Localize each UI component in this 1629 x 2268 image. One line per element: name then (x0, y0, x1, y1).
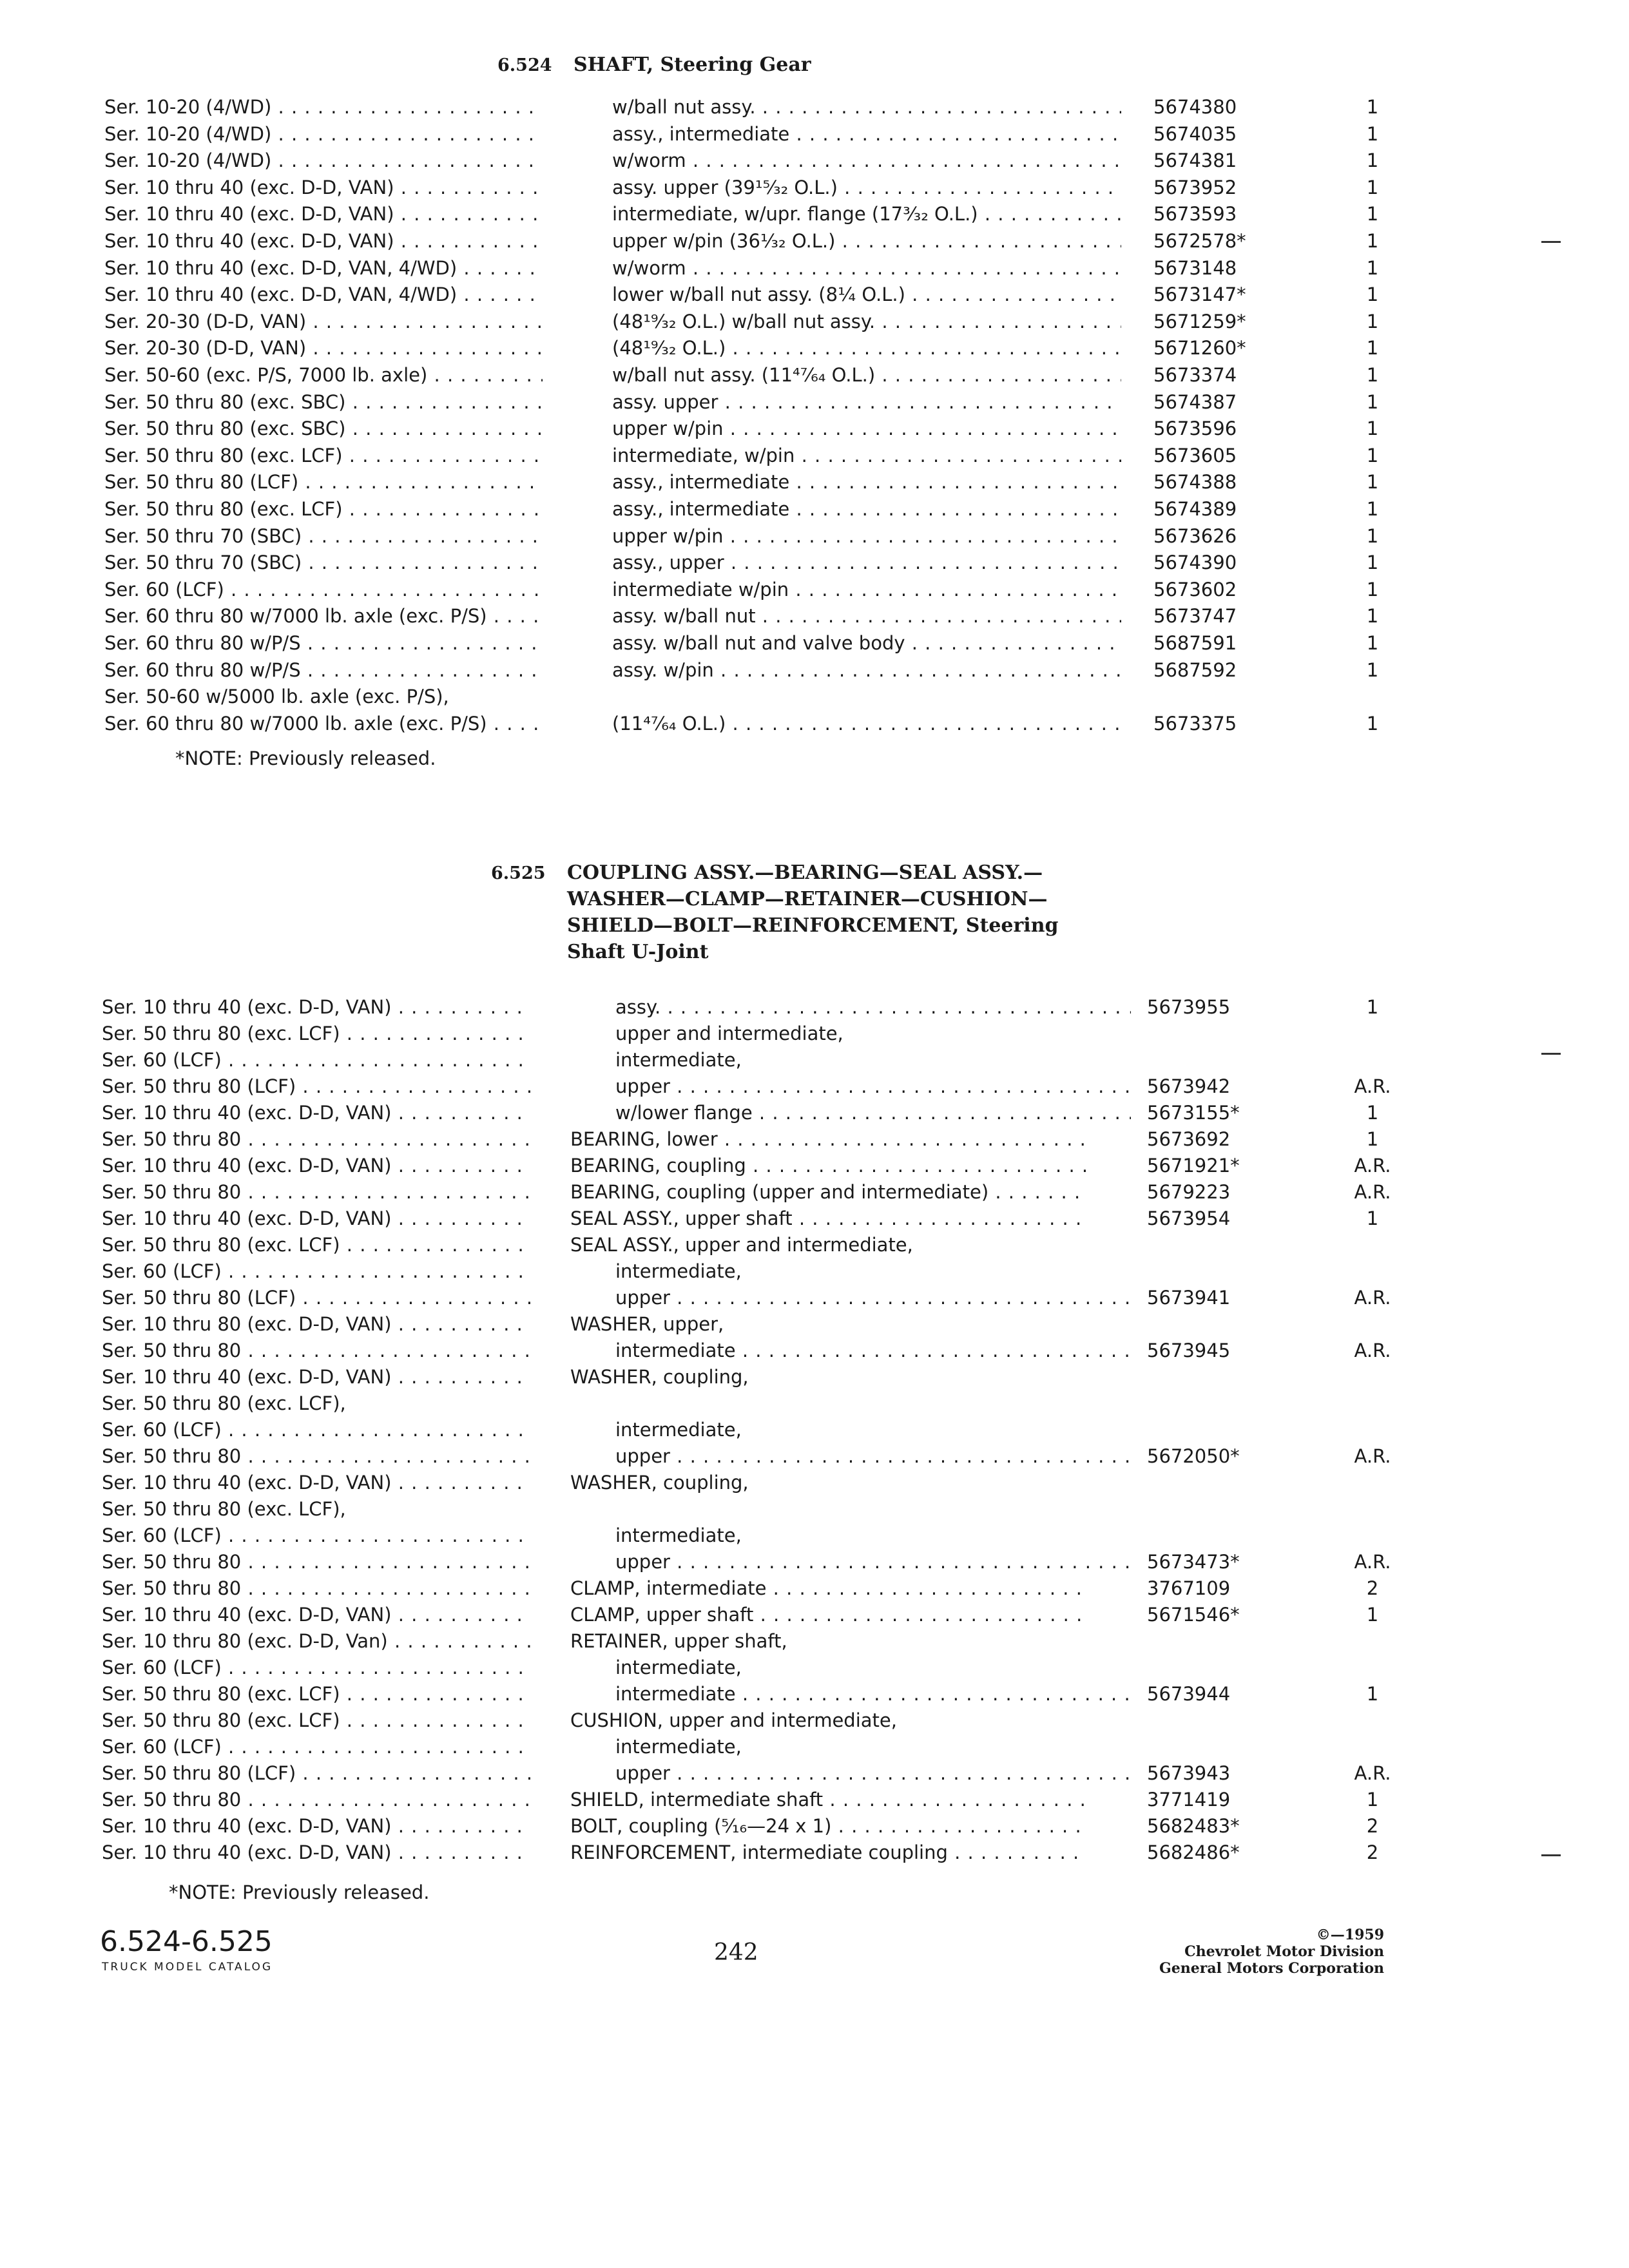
section-525-title-line: WASHER—CLAMP—RETAINER—CUSHION— (567, 888, 1048, 910)
description-cell: intermediate, (615, 1419, 742, 1441)
model-cell: Ser. 60 (LCF) . . . (102, 1523, 530, 1549)
description-cell: intermediate . . . (615, 1681, 1131, 1707)
description-cell: w/lower flange . . . (615, 1100, 1131, 1126)
model-cell: Ser. 60 (LCF) . . . (102, 1734, 530, 1760)
model-cell: Ser. 50 thru 80 . . . (102, 1338, 530, 1364)
parts-row (0, 1153, 1629, 1179)
quantity-cell: 1 (1366, 176, 1379, 198)
description-cell: WASHER, coupling, (570, 1366, 749, 1388)
quantity-cell: 1 (1366, 96, 1379, 118)
parts-row (0, 1417, 1629, 1443)
part-number-cell: 5682483* (1147, 1815, 1240, 1837)
parts-row (0, 1840, 1629, 1866)
parts-row (0, 228, 1629, 255)
parts-row (0, 684, 1629, 710)
part-number-cell: 5671259* (1153, 310, 1246, 332)
model-cell: Ser. 10 thru 40 (exc. D-D, VAN, 4/WD) . . . (104, 282, 543, 308)
description-cell: w/ball nut assy. . . . (612, 94, 1121, 120)
quantity-cell: 1 (1366, 230, 1379, 252)
parts-row (0, 1575, 1629, 1602)
model-cell: Ser. 50 thru 80 (exc. LCF) . . . (102, 1681, 530, 1707)
part-number-cell: 5672578* (1153, 230, 1246, 252)
model-cell: Ser. 50 thru 80 . . . (102, 1549, 530, 1575)
part-number-cell: 5673954 (1147, 1207, 1231, 1229)
description-cell: assy. upper (39¹⁵⁄₃₂ O.L.) . . . (612, 175, 1121, 201)
section-524-title: SHAFT, Steering Gear (574, 53, 811, 76)
section-525-title (567, 860, 1059, 965)
parts-row (0, 94, 1629, 120)
part-number-cell: 5673375 (1153, 712, 1237, 735)
part-number-cell: 5673747 (1153, 605, 1237, 628)
description-cell: lower w/ball nut assy. (8¹⁄₄ O.L.) . . . (612, 282, 1121, 308)
model-cell: Ser. 10 thru 40 (exc. D-D, VAN) . . . (102, 1100, 530, 1126)
description-cell: REINFORCEMENT, intermediate coupling . . . (570, 1840, 1086, 1866)
model-cell: Ser. 60 thru 80 w/7000 lb. axle (exc. P/S) . . . (104, 603, 543, 629)
model-cell: Ser. 50 thru 80 . . . (102, 1126, 530, 1153)
model-cell: Ser. 50 thru 80 (exc. LCF) . . . (102, 1021, 530, 1047)
quantity-cell: 1 (1366, 632, 1379, 654)
part-number-cell: 5673941 (1147, 1287, 1231, 1309)
part-number-cell: 5679223 (1147, 1181, 1231, 1203)
section-525-title-line: SHIELD—BOLT—REINFORCEMENT, Steering (567, 914, 1059, 937)
parts-row (0, 1549, 1629, 1575)
parts-row (0, 309, 1629, 335)
parts-row (0, 1338, 1629, 1364)
description-cell: BEARING, coupling (upper and intermediate) . . . (570, 1179, 1086, 1206)
description-cell: intermediate . . . (615, 1338, 1131, 1364)
model-cell: Ser. 50 thru 80 (LCF) . . . (104, 469, 543, 495)
quantity-cell: 1 (1366, 471, 1379, 494)
description-cell: CUSHION, upper and intermediate, (570, 1709, 897, 1731)
quantity-cell: 2 (1366, 1841, 1379, 1863)
description-cell: (48¹⁹⁄₃₂ O.L.) . . . (612, 335, 1121, 361)
model-cell: Ser. 10 thru 40 (exc. D-D, VAN) . . . (102, 1813, 530, 1840)
description-cell: intermediate, w/pin . . . (612, 443, 1121, 469)
model-cell: Ser. 50 thru 70 (SBC) . . . (104, 550, 543, 576)
part-number-cell: 3767109 (1147, 1577, 1231, 1599)
part-number-cell: 5674390 (1153, 552, 1237, 574)
part-number-cell: 5687591 (1153, 632, 1237, 654)
model-cell: Ser. 50 thru 80 (exc. LCF) . . . (102, 1232, 530, 1258)
page-number: 242 (714, 1939, 758, 1966)
description-cell: CLAMP, intermediate . . . (570, 1575, 1086, 1602)
parts-row (0, 1523, 1629, 1549)
description-cell: WASHER, coupling, (570, 1472, 749, 1494)
model-cell: Ser. 50 thru 80 . . . (102, 1575, 530, 1602)
description-cell: w/ball nut assy. (11⁴⁷⁄₆₄ O.L.) . . . (612, 362, 1121, 389)
model-cell: Ser. 10 thru 40 (exc. D-D, VAN) . . . (104, 175, 543, 201)
model-cell: Ser. 50-60 w/5000 lb. axle (exc. P/S), (104, 686, 449, 708)
parts-row (0, 201, 1629, 227)
quantity-cell: 1 (1366, 149, 1379, 172)
model-cell: Ser. 10 thru 40 (exc. D-D, VAN) . . . (102, 1840, 530, 1866)
part-number-cell: 5673473* (1147, 1551, 1240, 1573)
part-number-cell: 5674389 (1153, 498, 1237, 520)
parts-row (0, 1232, 1629, 1258)
parts-row (0, 577, 1629, 603)
section-525-title-line: Shaft U-Joint (567, 941, 709, 963)
part-number-cell: 5671921* (1147, 1155, 1240, 1177)
quantity-cell: 1 (1366, 1207, 1379, 1229)
quantity-cell: A.R. (1354, 1340, 1391, 1361)
quantity-cell: 1 (1366, 524, 1379, 547)
parts-row (0, 1707, 1629, 1734)
model-cell: Ser. 10 thru 40 (exc. D-D, VAN) . . . (102, 1206, 530, 1232)
description-cell: CLAMP, upper shaft . . . (570, 1602, 1086, 1628)
parts-row (0, 550, 1629, 576)
model-cell: Ser. 50 thru 80 (exc. LCF) . . . (102, 1707, 530, 1734)
parts-row (0, 1760, 1629, 1787)
model-cell: Ser. 10 thru 40 (exc. D-D, VAN) . . . (102, 994, 530, 1021)
parts-row (0, 469, 1629, 495)
part-number-cell: 5671546* (1147, 1604, 1240, 1626)
description-cell: upper and intermediate, (615, 1023, 843, 1044)
section-525-number: 6.525 (491, 863, 546, 883)
description-cell: assy., upper . . . (612, 550, 1121, 576)
parts-row (0, 657, 1629, 684)
footer-copyright-block (1159, 1927, 1384, 1977)
part-number-cell: 5673602 (1153, 578, 1237, 601)
part-number-cell: 5673605 (1153, 444, 1237, 466)
description-cell: SEAL ASSY., upper and intermediate, (570, 1234, 913, 1256)
part-number-cell: 5673942 (1147, 1075, 1231, 1097)
part-number-cell: 3771419 (1147, 1789, 1231, 1811)
model-cell: Ser. 10 thru 40 (exc. D-D, VAN) . . . (102, 1153, 530, 1179)
description-cell: WASHER, upper, (570, 1313, 724, 1335)
model-cell: Ser. 10-20 (4/WD) . . . (104, 148, 543, 174)
model-cell: Ser. 50 thru 80 (exc. LCF), (102, 1498, 346, 1520)
description-cell: assy., intermediate . . . (612, 469, 1121, 495)
model-cell: Ser. 60 (LCF) . . . (102, 1655, 530, 1681)
part-number-cell: 5672050* (1147, 1445, 1240, 1467)
footer-corporation: General Motors Corporation (1159, 1960, 1384, 1977)
model-cell: Ser. 60 thru 80 w/P/S . . . (104, 657, 543, 684)
parts-row (0, 443, 1629, 469)
model-cell: Ser. 60 (LCF) . . . (102, 1258, 530, 1285)
quantity-cell: 1 (1366, 498, 1379, 520)
quantity-cell: A.R. (1354, 1075, 1391, 1097)
model-cell: Ser. 50 thru 80 . . . (102, 1443, 530, 1470)
quantity-cell: A.R. (1354, 1551, 1391, 1573)
quantity-cell: 1 (1366, 1683, 1379, 1705)
parts-row (0, 121, 1629, 148)
footer-division: Chevrolet Motor Division (1184, 1943, 1384, 1960)
parts-row (0, 994, 1629, 1021)
part-number-cell: 5671260* (1153, 337, 1246, 360)
parts-row (0, 1496, 1629, 1523)
parts-row (0, 603, 1629, 629)
description-cell: assy. w/pin . . . (612, 657, 1121, 684)
parts-row (0, 362, 1629, 389)
quantity-cell: 1 (1366, 256, 1379, 279)
description-cell: (48¹⁹⁄₃₂ O.L.) w/ball nut assy. . . . (612, 309, 1121, 335)
model-cell: Ser. 50 thru 80 (LCF) . . . (102, 1760, 530, 1787)
quantity-cell: 1 (1366, 605, 1379, 628)
quantity-cell: 1 (1366, 364, 1379, 386)
quantity-cell: 1 (1366, 578, 1379, 601)
footer-catalog-name: TRUCK MODEL CATALOG (102, 1961, 273, 1974)
parts-row (0, 416, 1629, 442)
model-cell: Ser. 60 thru 80 w/7000 lb. axle (exc. P/S) . . . (104, 711, 543, 737)
model-cell: Ser. 50-60 (exc. P/S, 7000 lb. axle) . . . (104, 362, 543, 389)
quantity-cell: 2 (1366, 1577, 1379, 1599)
model-cell: Ser. 50 thru 80 (exc. LCF), (102, 1392, 346, 1414)
parts-row (0, 1681, 1629, 1707)
model-cell: Ser. 10 thru 40 (exc. D-D, VAN) . . . (104, 228, 543, 255)
quantity-cell: 1 (1366, 996, 1379, 1018)
model-cell: Ser. 10 thru 40 (exc. D-D, VAN) . . . (102, 1364, 530, 1390)
part-number-cell: 5673374 (1153, 364, 1237, 386)
quantity-cell: 1 (1366, 444, 1379, 466)
part-number-cell: 5673945 (1147, 1340, 1231, 1361)
quantity-cell: 1 (1366, 1604, 1379, 1626)
model-cell: Ser. 20-30 (D-D, VAN) . . . (104, 335, 543, 361)
quantity-cell: 1 (1366, 1102, 1379, 1124)
part-number-cell: 5673155* (1147, 1102, 1240, 1124)
model-cell: Ser. 10-20 (4/WD) . . . (104, 121, 543, 148)
description-cell: BEARING, lower . . . (570, 1126, 1086, 1153)
parts-row (0, 255, 1629, 282)
model-cell: Ser. 10 thru 80 (exc. D-D, Van) . . . (102, 1628, 530, 1655)
part-number-cell: 5674035 (1153, 122, 1237, 145)
parts-row (0, 630, 1629, 657)
quantity-cell: 2 (1366, 1815, 1379, 1837)
parts-row (0, 282, 1629, 308)
parts-row (0, 1364, 1629, 1390)
description-cell: intermediate, (615, 1260, 742, 1282)
quantity-cell: A.R. (1354, 1287, 1391, 1309)
section-525-title-line: COUPLING ASSY.—BEARING—SEAL ASSY.— (567, 861, 1043, 884)
parts-row (0, 1655, 1629, 1681)
description-cell: assy. w/ball nut and valve body . . . (612, 630, 1121, 657)
description-cell: intermediate, (615, 1049, 742, 1071)
part-number-cell: 5674387 (1153, 390, 1237, 413)
part-number-cell: 5674380 (1153, 96, 1237, 118)
parts-row (0, 1206, 1629, 1232)
description-cell: upper w/pin . . . (612, 416, 1121, 442)
description-cell: upper w/pin (36¹⁄₃₂ O.L.) . . . (612, 228, 1121, 255)
description-cell: SEAL ASSY., upper shaft . . . (570, 1206, 1086, 1232)
quantity-cell: 1 (1366, 390, 1379, 413)
part-number-cell: 5673944 (1147, 1683, 1231, 1705)
parts-row (0, 1073, 1629, 1100)
parts-row (0, 1021, 1629, 1047)
quantity-cell: 1 (1366, 552, 1379, 574)
description-cell: intermediate, w/upr. flange (17³⁄₃₂ O.L.) . . . (612, 201, 1121, 227)
description-cell: RETAINER, upper shaft, (570, 1630, 787, 1652)
part-number-cell: 5673593 (1153, 203, 1237, 226)
quantity-cell: 1 (1366, 310, 1379, 332)
model-cell: Ser. 10 thru 40 (exc. D-D, VAN) . . . (104, 201, 543, 227)
parts-row (0, 1047, 1629, 1073)
parts-row (0, 523, 1629, 550)
model-cell: Ser. 50 thru 80 (exc. LCF) . . . (104, 443, 543, 469)
model-cell: Ser. 60 (LCF) . . . (102, 1047, 530, 1073)
description-cell: intermediate, (615, 1524, 742, 1546)
parts-row (0, 711, 1629, 737)
model-cell: Ser. 50 thru 80 (exc. SBC) . . . (104, 416, 543, 442)
model-cell: Ser. 20-30 (D-D, VAN) . . . (104, 309, 543, 335)
description-cell: assy. upper . . . (612, 389, 1121, 416)
quantity-cell: 1 (1366, 712, 1379, 735)
parts-row (0, 1390, 1629, 1417)
description-cell: assy., intermediate . . . (612, 121, 1121, 148)
quantity-cell: 1 (1366, 418, 1379, 440)
part-number-cell: 5673596 (1153, 418, 1237, 440)
model-cell: Ser. 50 thru 70 (SBC) . . . (104, 523, 543, 550)
quantity-cell: 1 (1366, 1789, 1379, 1811)
quantity-cell: 1 (1366, 122, 1379, 145)
description-cell: intermediate, (615, 1736, 742, 1758)
parts-row (0, 1285, 1629, 1311)
part-number-cell: 5682486* (1147, 1841, 1240, 1863)
quantity-cell: A.R. (1354, 1181, 1391, 1203)
model-cell: Ser. 10 thru 40 (exc. D-D, VAN) . . . (102, 1470, 530, 1496)
margin-mark (1541, 241, 1561, 243)
description-cell: upper . . . (615, 1549, 1131, 1575)
description-cell: intermediate, (615, 1657, 742, 1678)
quantity-cell: 1 (1366, 284, 1379, 306)
parts-row (0, 1179, 1629, 1206)
description-cell: assy. w/ball nut . . . (612, 603, 1121, 629)
description-cell: assy., intermediate . . . (612, 496, 1121, 523)
part-number-cell: 5687592 (1153, 658, 1237, 681)
parts-row (0, 1311, 1629, 1338)
model-cell: Ser. 50 thru 80 . . . (102, 1179, 530, 1206)
parts-row (0, 148, 1629, 174)
model-cell: Ser. 10-20 (4/WD) . . . (104, 94, 543, 120)
description-cell: (11⁴⁷⁄₆₄ O.L.) . . . (612, 711, 1121, 737)
description-cell: w/worm . . . (612, 255, 1121, 282)
parts-row (0, 1602, 1629, 1628)
parts-row (0, 1787, 1629, 1813)
part-number-cell: 5673148 (1153, 256, 1237, 279)
model-cell: Ser. 60 (LCF) . . . (102, 1417, 530, 1443)
section-524-note: *NOTE: Previously released. (175, 747, 436, 769)
margin-mark (1541, 1854, 1561, 1856)
parts-row (0, 1628, 1629, 1655)
description-cell: upper . . . (615, 1285, 1131, 1311)
description-cell: w/worm . . . (612, 148, 1121, 174)
parts-row (0, 1258, 1629, 1285)
model-cell: Ser. 10 thru 40 (exc. D-D, VAN, 4/WD) . . . (104, 255, 543, 282)
part-number-cell: 5673952 (1153, 176, 1237, 198)
parts-row (0, 389, 1629, 416)
quantity-cell: 1 (1366, 1128, 1379, 1150)
footer-section-code: 6.524-6.525 (100, 1925, 273, 1958)
parts-row (0, 1470, 1629, 1496)
part-number-cell: 5674381 (1153, 149, 1237, 172)
description-cell: upper . . . (615, 1073, 1131, 1100)
description-cell: intermediate w/pin . . . (612, 577, 1121, 603)
description-cell: assy. . . . (615, 994, 1131, 1021)
quantity-cell: A.R. (1354, 1762, 1391, 1784)
part-number-cell: 5673955 (1147, 996, 1231, 1018)
quantity-cell: A.R. (1354, 1445, 1391, 1467)
parts-row (0, 1734, 1629, 1760)
part-number-cell: 5673147* (1153, 284, 1246, 306)
footer-copyright: ©—1959 (1316, 1927, 1384, 1943)
parts-row (0, 1813, 1629, 1840)
model-cell: Ser. 50 thru 80 (LCF) . . . (102, 1285, 530, 1311)
model-cell: Ser. 50 thru 80 (LCF) . . . (102, 1073, 530, 1100)
part-number-cell: 5674388 (1153, 471, 1237, 494)
description-cell: upper . . . (615, 1760, 1131, 1787)
parts-row (0, 1100, 1629, 1126)
description-cell: upper . . . (615, 1443, 1131, 1470)
parts-row (0, 1443, 1629, 1470)
quantity-cell: 1 (1366, 658, 1379, 681)
parts-row (0, 175, 1629, 201)
part-number-cell: 5673692 (1147, 1128, 1231, 1150)
model-cell: Ser. 50 thru 80 . . . (102, 1787, 530, 1813)
part-number-cell: 5673943 (1147, 1762, 1231, 1784)
model-cell: Ser. 10 thru 80 (exc. D-D, VAN) . . . (102, 1311, 530, 1338)
model-cell: Ser. 60 thru 80 w/P/S . . . (104, 630, 543, 657)
quantity-cell: 1 (1366, 337, 1379, 360)
model-cell: Ser. 50 thru 80 (exc. SBC) . . . (104, 389, 543, 416)
model-cell: Ser. 60 (LCF) . . . (104, 577, 543, 603)
description-cell: BEARING, coupling . . . (570, 1153, 1086, 1179)
description-cell: BOLT, coupling (⁵⁄₁₆—24 x 1) . . . (570, 1813, 1086, 1840)
description-cell: SHIELD, intermediate shaft . . . (570, 1787, 1086, 1813)
section-524-number: 6.524 (497, 55, 552, 75)
model-cell: Ser. 50 thru 80 (exc. LCF) . . . (104, 496, 543, 523)
parts-row (0, 1126, 1629, 1153)
part-number-cell: 5673626 (1153, 524, 1237, 547)
quantity-cell: 1 (1366, 203, 1379, 226)
description-cell: upper w/pin . . . (612, 523, 1121, 550)
margin-mark (1541, 1053, 1561, 1055)
parts-row (0, 496, 1629, 523)
section-525-note: *NOTE: Previously released. (169, 1881, 430, 1903)
parts-row (0, 335, 1629, 361)
quantity-cell: A.R. (1354, 1155, 1391, 1177)
model-cell: Ser. 10 thru 40 (exc. D-D, VAN) . . . (102, 1602, 530, 1628)
